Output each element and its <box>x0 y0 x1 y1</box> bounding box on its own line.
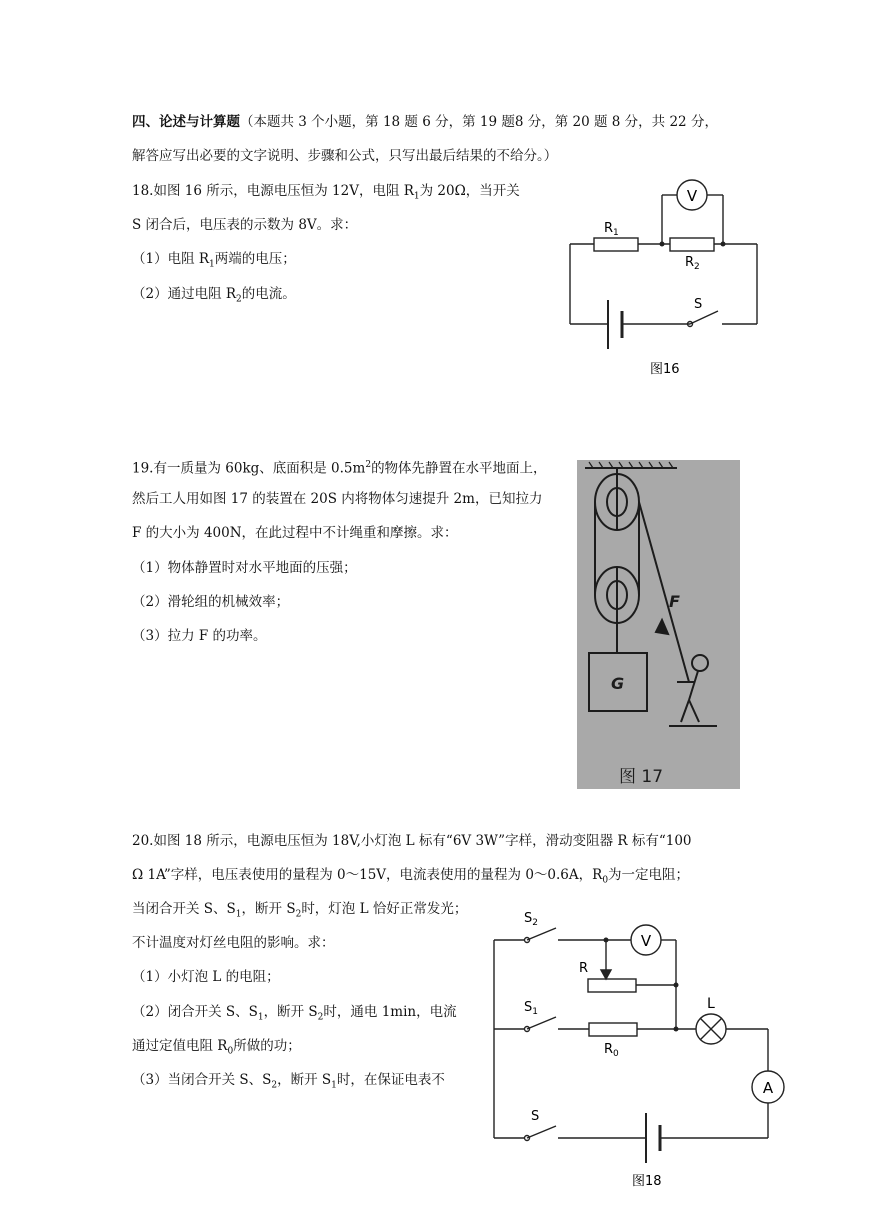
figure-16-caption: 图16 <box>650 362 680 377</box>
lamp-label: L <box>707 996 715 1012</box>
q20-text: （1）小灯泡 L 的电阻； <box>132 969 280 985</box>
rheostat-r <box>588 979 636 992</box>
q20-text: 为一定电阻； <box>608 867 690 883</box>
voltmeter-label: V <box>640 932 652 950</box>
q19-line-1 <box>132 455 547 479</box>
figure-17-photo <box>577 460 740 789</box>
q18-sub: 1 <box>209 259 215 270</box>
q19-sup: 2 <box>365 460 372 470</box>
q20-line-3 <box>132 899 467 925</box>
q20-sub: 2 <box>317 1012 324 1023</box>
q20-text: 不计温度对灯丝电阻的影响。求： <box>132 935 335 951</box>
resistor-r0 <box>589 1023 637 1036</box>
q20-line-4 <box>132 933 335 953</box>
q19-line-2 <box>132 489 542 509</box>
q19-text: （2）滑轮组的机械效率； <box>132 594 290 610</box>
q19-text: （3）拉力 F 的功率。 <box>132 628 267 644</box>
q20-text: （2）闭合开关 S、S <box>132 1004 258 1020</box>
q18-line-2 <box>132 215 357 235</box>
q20-sub: 2 <box>295 909 302 920</box>
q20-text: 20.如图 18 所示，电源电压恒为 18V,小灯泡 L 标有“6V 3W”字样，滑动变阻器 R 标有“100 <box>132 833 692 849</box>
resistor-r2 <box>670 238 714 251</box>
q18-text: S 闭合后，电压表的示数为 8V。求： <box>132 217 358 233</box>
q20-line-1 <box>132 831 692 851</box>
q20-sub: 0 <box>227 1046 234 1057</box>
q19-text: 然后工人用如图 17 的装置在 20S 内将物体匀速提升 2m，已知拉力 <box>132 491 543 507</box>
section-title: 四、论述与计算题 <box>132 114 240 130</box>
section-note-1: （本题共 3 个小题，第 18 题 6 分，第 19 题8 分，第 20 题 8 分，共 22 分， <box>240 114 718 130</box>
q18-line-1 <box>132 181 520 207</box>
q20-text: 所做的功； <box>233 1038 301 1054</box>
q18-part-2 <box>132 284 296 310</box>
q20-sub: 1 <box>257 1012 264 1023</box>
section-note-2-text: 解答应写出必要的文字说明、步骤和公式，只写出最后结果的不给分。） <box>132 148 558 164</box>
q19-line-3 <box>132 523 458 543</box>
q18-text: 两端的电压； <box>214 251 296 267</box>
q20-text: ，断开 S <box>263 1004 318 1020</box>
switch-s-blade <box>690 311 718 324</box>
q20-text: 时，通电 1min，电流 <box>323 1004 457 1020</box>
r0-label: $R_0$ <box>604 1042 619 1059</box>
q19-text: 的物体先静置在水平地面上， <box>371 460 547 477</box>
section-note-2 <box>132 146 557 166</box>
load-label: G <box>611 674 625 693</box>
q20-text: 时，灯泡 L 恰好正常发光； <box>301 901 468 917</box>
figure-16-circuit <box>555 170 775 385</box>
ammeter-label: A <box>762 1079 774 1097</box>
q19-part-1 <box>132 558 357 578</box>
q18-text: 的电流。 <box>241 286 296 302</box>
figure-18-circuit <box>480 905 790 1195</box>
q18-sub: 2 <box>236 294 242 305</box>
q20-sub: 0 <box>602 875 609 886</box>
q20-text: Ω 1A”字样，电压表使用的量程为 0～15V，电流表使用的量程为 0～0.6A，R <box>132 867 603 883</box>
resistor-r1 <box>594 238 638 251</box>
q20-text: 通过定值电阻 R <box>132 1038 228 1054</box>
q19-part-3 <box>132 626 267 646</box>
s1-label: $S_1$ <box>524 1000 538 1017</box>
r1-label: $R_1$ <box>604 221 619 238</box>
q20-line-2 <box>132 865 689 891</box>
q20-text: ，断开 S <box>277 1072 332 1088</box>
q18-part-1 <box>132 249 296 275</box>
q20-text: 当闭合开关 S、S <box>132 901 236 917</box>
pulley-diagram <box>577 460 740 789</box>
q20-part-2 <box>132 1002 457 1028</box>
q20-sub: 1 <box>331 1080 337 1091</box>
q19-text: （1）物体静置时对水平地面的压强； <box>132 560 357 576</box>
q20-sub: 2 <box>271 1080 278 1091</box>
q20-part-2-cont <box>132 1036 301 1062</box>
q20-sub: 1 <box>235 909 242 920</box>
q19-text: F 的大小为 400N，在此过程中不计绳重和摩擦。求： <box>132 525 458 541</box>
voltmeter-label: V <box>686 187 698 205</box>
s-label: S <box>531 1109 540 1124</box>
q18-text: （2）通过电阻 R <box>132 286 237 302</box>
s2-label: $S_2$ <box>524 911 538 928</box>
q20-text: （3）当闭合开关 S、S <box>132 1072 272 1088</box>
r2-label: $R_2$ <box>685 255 700 272</box>
figure-18-caption: 图18 <box>632 1174 662 1189</box>
force-label: F <box>669 592 680 611</box>
q19-part-2 <box>132 592 289 612</box>
q18-text: 为 20Ω，当开关 <box>419 183 520 199</box>
q20-text: ，断开 S <box>241 901 296 917</box>
q19-text: 19.有一质量为 60kg、底面积是 0.5m <box>132 460 366 477</box>
q18-text: （1）电阻 R <box>132 251 210 267</box>
section-header <box>132 112 718 132</box>
switch-s-label: S <box>694 297 703 312</box>
figure-17-caption: 图 17 <box>619 767 664 787</box>
q18-text: 18.如图 16 所示，电源电压恒为 12V，电阻 R <box>132 183 414 199</box>
worker-head <box>692 655 708 671</box>
q20-part-1 <box>132 967 280 987</box>
q20-part-3 <box>132 1070 445 1096</box>
q18-sub: 1 <box>413 191 420 202</box>
r-label: R <box>579 961 589 976</box>
q20-text: 时，在保证电表不 <box>336 1072 445 1088</box>
